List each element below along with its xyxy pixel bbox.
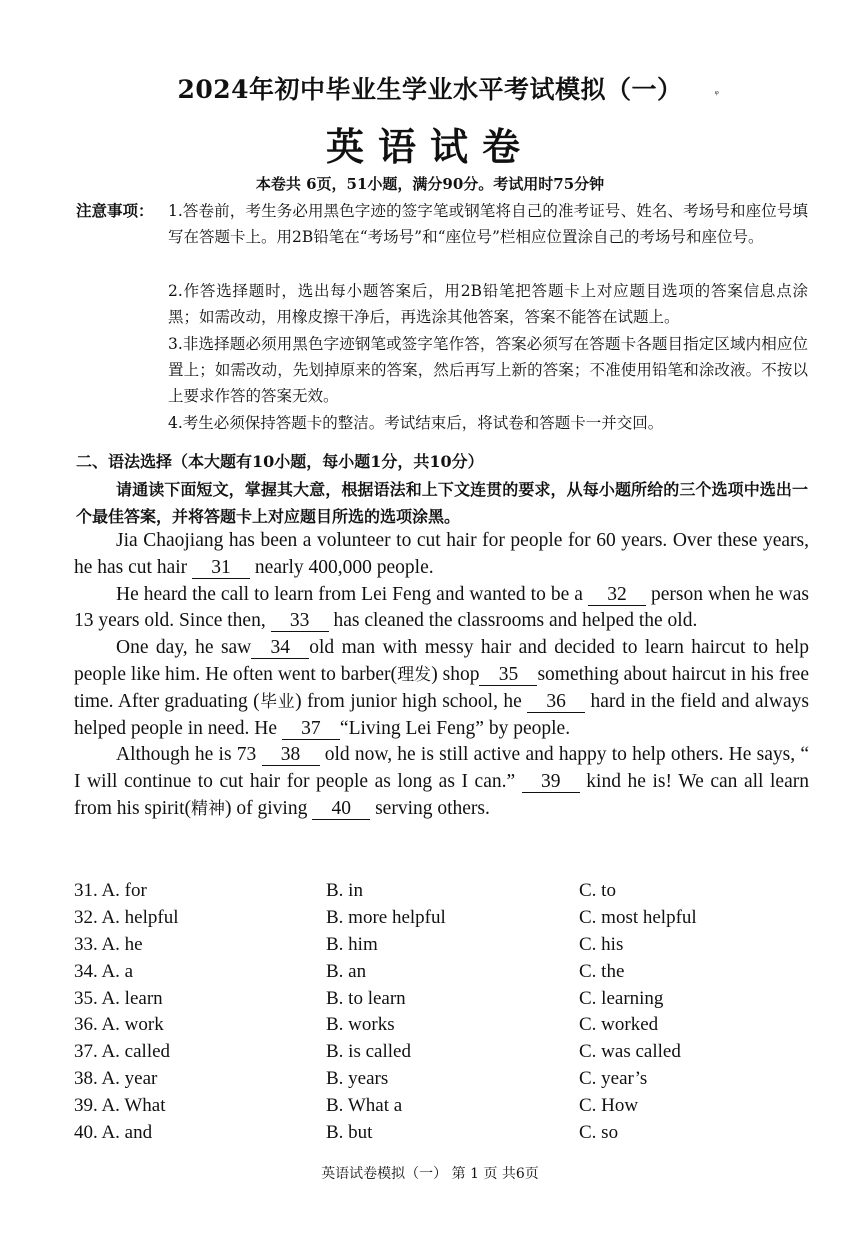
option-b: B. an [326,960,367,982]
option-c: C. was called [579,1041,681,1063]
option-row [74,1122,814,1149]
passage-paragraph: Although he is 73 38 old now, he is still active and happy to help others. He says, “ I will continue to cut hair for people as long as I can.” 39 kind he is! We can all learn from his spirit(精神) of giving 40 serving others. [74,744,809,819]
option-row [74,907,814,934]
notes-label: 注意事项： [76,201,154,220]
option-c: C. the [579,960,625,982]
section-instruction: 请通读下面短文，掌握其大意，根据语法和上下文连贯的要求，从每小题所给的三个选项中选出一个最佳答案，并将答题卡上对应题目所选的选项涂黑。 [76,480,808,526]
option-row [74,880,814,907]
blank-34: 34 [251,638,309,659]
blank-31: 31 [192,558,250,579]
note-item: 3.非选择题必须用黑色字迹钢笔或签字笔作答，答案必须写在答题卡各题目指定区域内相应位置上；如需改动，先划掉原来的答案，然后再写上新的答案；不准使用铅笔和涂改液。不按以上要求作答的答案无效。 [168,335,808,405]
option-b: B. more helpful [326,906,446,928]
option-b: B. is called [326,1041,411,1063]
option-row [74,1068,814,1095]
option-a: 37. A. called [74,1041,171,1063]
option-a: 32. A. helpful [74,906,179,928]
option-c: C. to [579,880,616,901]
blank-33: 33 [271,611,329,632]
option-b: B. to learn [326,987,406,1009]
blank-36: 36 [527,692,585,713]
section-title: 二、语法选择（本大题有10小题，每小题1分，共10分） [76,452,484,471]
blank-37: 37 [282,719,340,740]
blank-38: 38 [262,745,320,766]
option-row [74,988,814,1015]
option-a: 31. A. for [74,880,147,901]
option-b: B. in [326,880,363,901]
option-c: C. How [579,1095,639,1117]
passage-paragraph: He heard the call to learn from Lei Feng and wanted to be a 32 person when he was 13 years old. Since then, 33 has cleaned the classrooms and helped the old. [74,583,809,632]
option-b: B. What a [326,1095,403,1117]
option-c: C. so [579,1122,619,1144]
option-c: C. his [579,933,624,955]
option-c: C. worked [579,1014,659,1036]
option-b: B. but [326,1122,373,1144]
subject-title: 英语试卷 [325,124,534,169]
exam-info: 本卷共 6页，51小题，满分90分。考试用时75分钟 [255,175,605,193]
blank-32: 32 [588,585,646,606]
option-a: 38. A. year [74,1068,158,1090]
option-row [74,1014,814,1041]
passage-paragraph: Jia Chaojiang has been a volunteer to cut hair for people for 60 years. Over these years, he has cut hair 31 nearly 400,000 people. [74,530,809,578]
reading-passage [74,528,809,823]
option-a: 36. A. work [74,1014,164,1036]
option-a: 39. A. What [74,1095,166,1117]
exam-title: 2024年初中毕业生学业水平考试模拟（一） [177,75,683,104]
blank-40: 40 [312,799,370,820]
option-b: B. works [326,1014,395,1036]
blank-39: 39 [522,772,580,793]
option-a: 33. A. he [74,933,143,955]
option-c: C. year’s [579,1068,648,1090]
option-row [74,1041,814,1068]
answer-options [74,880,814,1149]
option-a: 34. A. a [74,960,134,982]
note-item: 4.考生必须保持答题卡的整洁。考试结束后，将试卷和答题卡一并交回。 [168,414,664,432]
option-row [74,961,814,988]
option-a: 35. A. learn [74,987,163,1009]
note-item: 1.答卷前，考生务必用黑色字迹的签字笔或钢笔将自己的准考证号、姓名、考场号和座位号填写在答题卡上。用2B铅笔在“考场号”和“座位号”栏相应位置涂自己的考场号和座位号。 [168,202,808,246]
option-row [74,934,814,961]
option-c: C. learning [579,987,664,1009]
option-c: C. most helpful [579,906,697,928]
option-b: B. him [326,933,378,955]
scan-mark: ᵠ [715,88,719,100]
note-item: 2.作答选择题时，选出每小题答案后，用2B铅笔把答题卡上对应题目选项的答案信息点涂黑；如需改动，用橡皮擦干净后，再选涂其他答案，答案不能答在试题上。 [168,282,808,326]
passage-paragraph: One day, he saw 34 old man with messy hair and decided to learn haircut to help people like him. He often went to barber(理发) shop 35 something about haircut in his free time. After graduating (毕业) from junior high school, he 36 hard in the field and always helped people in need. He 37 “Living Lei Feng” by people. [74,637,810,739]
blank-35: 35 [479,665,537,686]
option-row [74,1095,814,1122]
page-footer: 英语试卷模拟（一） 第 1 页 共6页 [321,1166,539,1182]
option-a: 40. A. and [74,1122,153,1144]
option-b: B. years [326,1068,389,1090]
